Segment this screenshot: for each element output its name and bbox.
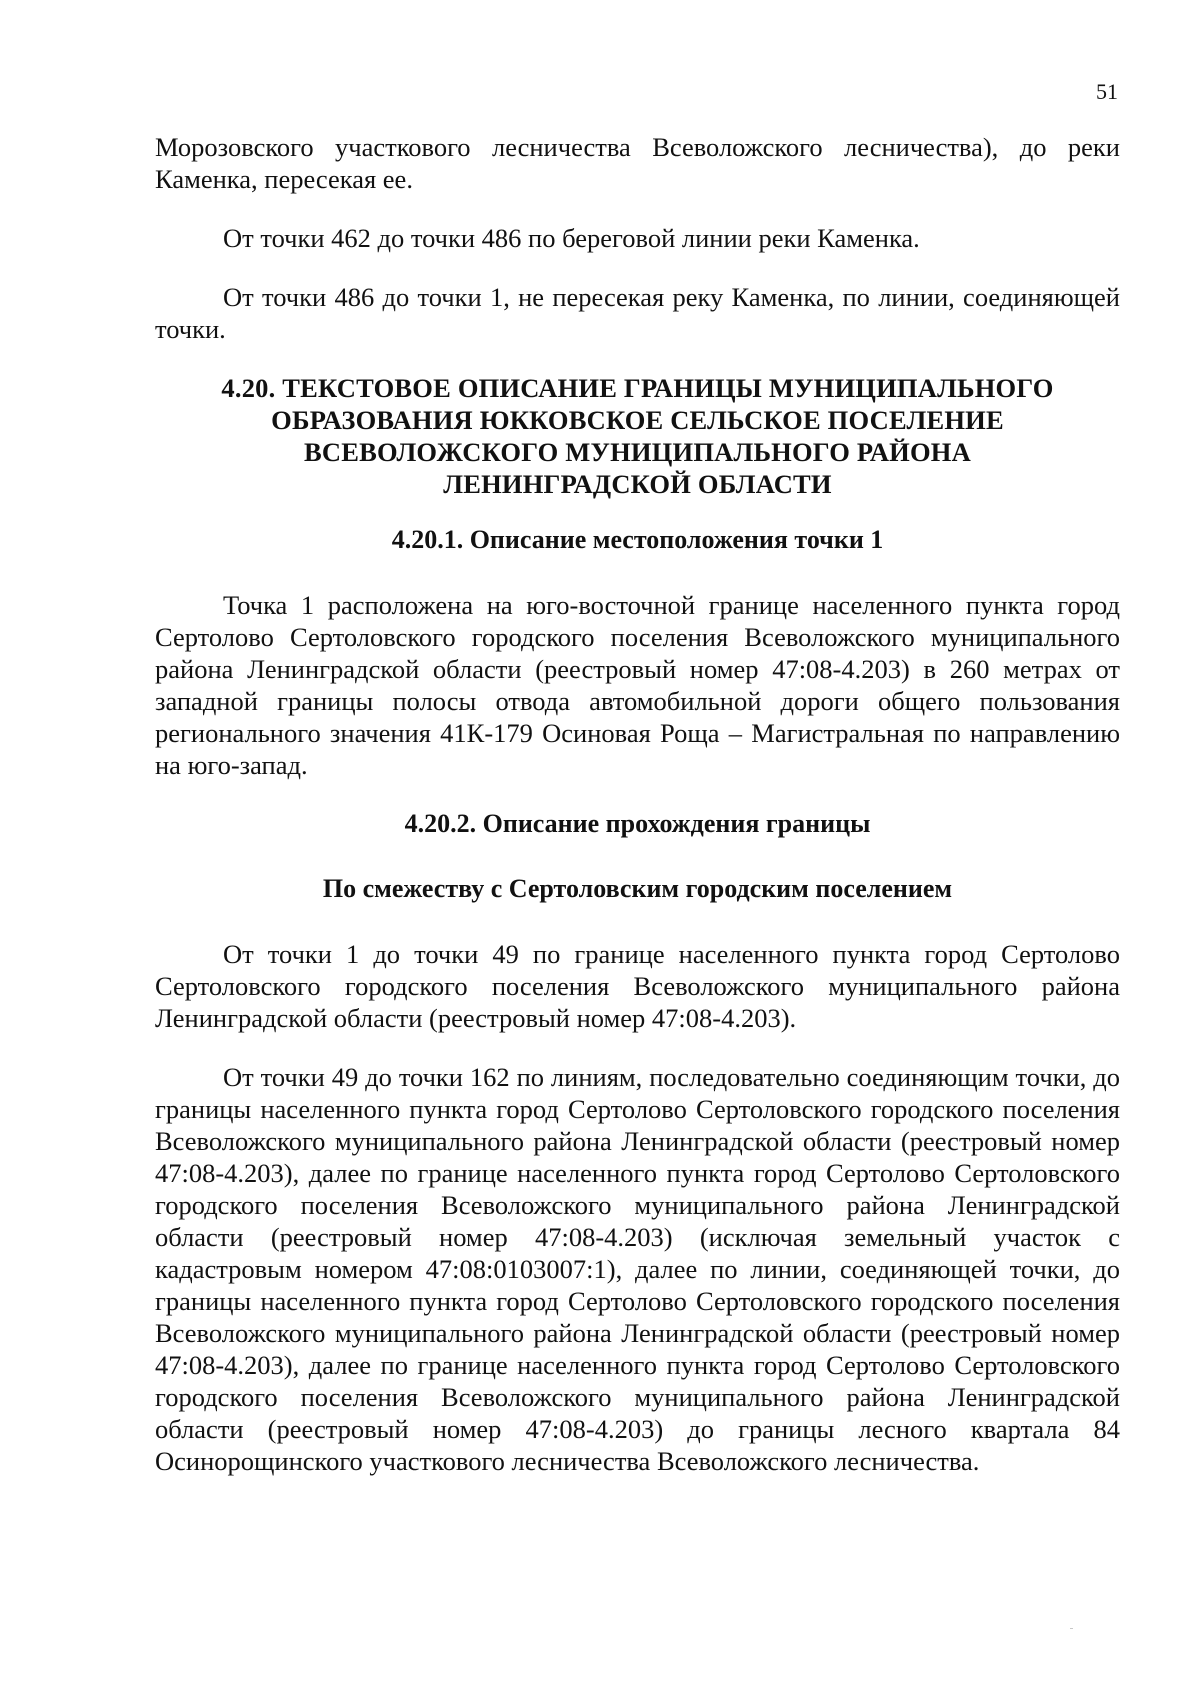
section-title-line: ВСЕВОЛОЖСКОГО МУНИЦИПАЛЬНОГО РАЙОНА	[304, 437, 971, 467]
document-body	[155, 131, 1120, 1504]
section-title	[155, 372, 1120, 500]
subsection-1-title: 4.20.1. Описание местоположения точки 1	[391, 525, 884, 554]
paragraph-points-486-1: От точки 486 до точки 1, не пересекая реку Каменка, по линии, соединяющей точки.	[155, 282, 1120, 344]
scan-artifact	[1070, 1628, 1073, 1629]
section-title-line: ЛЕНИНГРАДСКОЙ ОБЛАСТИ	[443, 469, 832, 499]
paragraph-points-49-162: От точки 49 до точки 162 по линиям, последовательно соединяющим точки, до границы населенного пункта город Сертолово Сертоловского городского поселения Всеволожского муниципального района Ленинградской области (реестровый номер 47:08-4.203), далее по границе населенного пункта город Сертолово Сертоловского городского поселения Всеволожского муниципального района Ленинградской области (реестровый номер 47:08-4.203) (исключая земельный участок с кадастровым номером 47:08:0103007:1), далее по линии, соединяющей точки, до границы населенного пункта город Сертолово Сертоловского городского поселения Всеволожского муниципального района Ленинградской области (реестровый номер 47:08-4.203), далее по границе населенного пункта город Сертолово Сертоловского городского поселения Всеволожского муниципального района Ленинградской области (реестровый номер 47:08-4.203) до границы лесного квартала 84 Осинорощинского участкового лесничества Всеволожского лесничества.	[155, 1062, 1120, 1476]
paragraph-continuation: Морозовского участкового лесничества Всеволожского лесничества), до реки Каменка, пересекая ее.	[155, 132, 1120, 194]
paragraph-points-462-486: От точки 462 до точки 486 по береговой линии реки Каменка.	[223, 223, 920, 253]
adjacency-heading: По смежеству с Сертоловским городским поселением	[322, 874, 953, 903]
subsection-1-text: Точка 1 расположена на юго-восточной границе населенного пункта город Сертолово Сертоловского городского поселения Всеволожского муниципального района Ленинградской области (реестровый номер 47:08-4.203) в 260 метрах от западной границы полосы отвода автомобильной дороги общего пользования регионального значения 41К-179 Осиновая Роща – Магистральная по направлению на юго-запад.	[155, 590, 1120, 780]
section-title-line: 4.20. ТЕКСТОВОЕ ОПИСАНИЕ ГРАНИЦЫ МУНИЦИПАЛЬНОГО	[221, 373, 1054, 403]
section-title-line: ОБРАЗОВАНИЯ ЮККОВСКОЕ СЕЛЬСКОЕ ПОСЕЛЕНИЕ	[271, 405, 1004, 435]
subsection-2-title: 4.20.2. Описание прохождения границы	[404, 809, 871, 838]
paragraph-points-1-49: От точки 1 до точки 49 по границе населенного пункта город Сертолово Сертоловского городского поселения Всеволожского муниципального района Ленинградской области (реестровый номер 47:08-4.203).	[155, 939, 1120, 1033]
page-number: 51	[1096, 79, 1118, 104]
